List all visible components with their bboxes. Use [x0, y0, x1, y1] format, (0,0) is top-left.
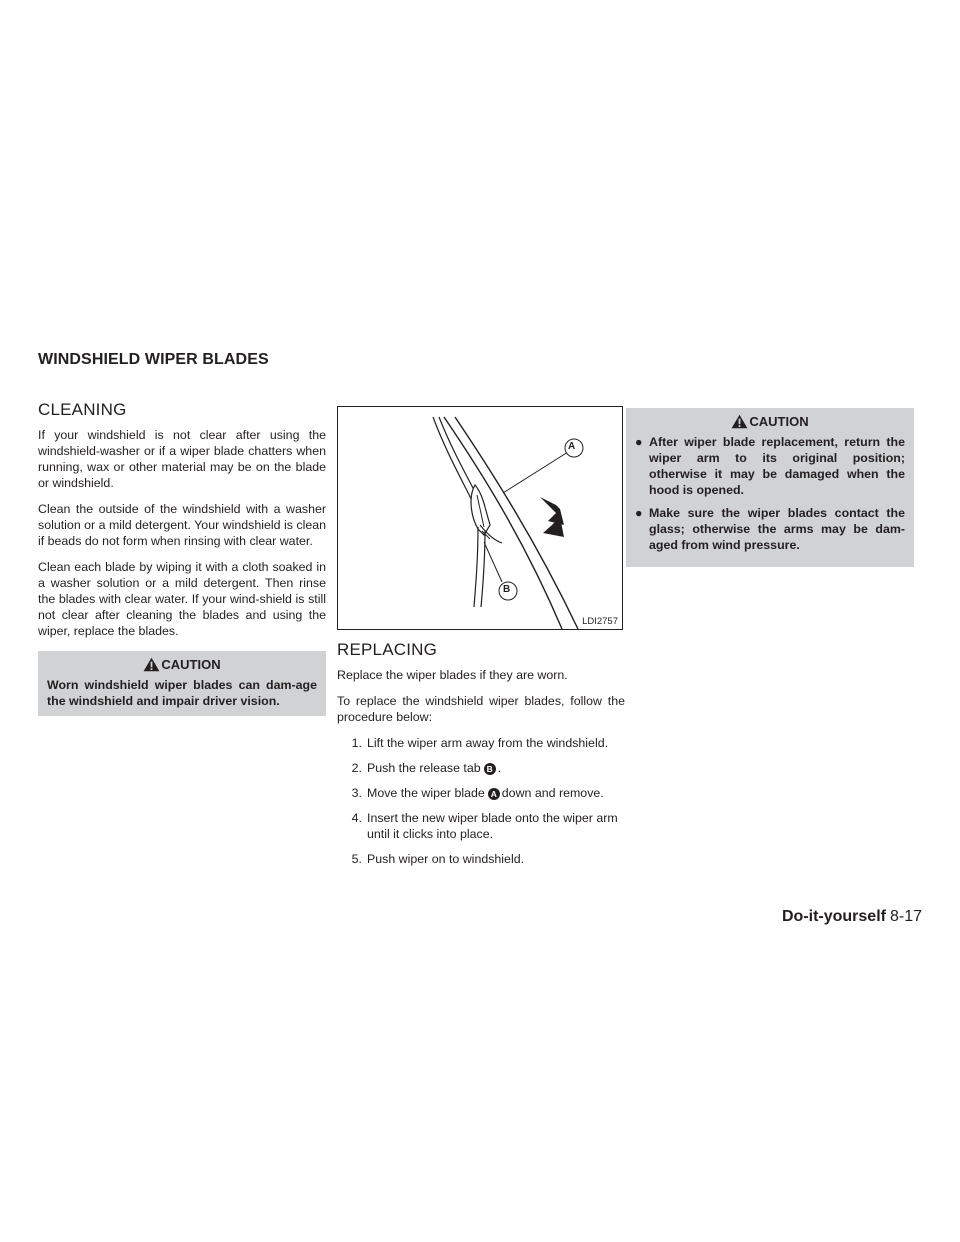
- caution-text: Worn windshield wiper blades can dam-age the windshield and impair driver vision.: [47, 678, 317, 708]
- caution-label: CAUTION: [749, 413, 809, 429]
- callout-a-marker: A: [488, 788, 500, 800]
- caution-item: ● Make sure the wiper blades contact the glass; otherwise the arms may be dam-aged from wind pressure.: [635, 506, 905, 552]
- replacement-steps: [337, 735, 625, 867]
- cleaning-paragraph-3: Clean each blade by wiping it with a cloth soaked in a washer solution or a mild detergent. Then rinse the blades with clear water. If your wind-shield is still not clear after cleaning the blades and using the wiper, replace the blades.: [38, 560, 326, 638]
- caution-header: [47, 655, 317, 673]
- callout-b-label: B: [503, 584, 511, 595]
- bullet-icon: ●: [635, 435, 643, 449]
- warning-icon: [143, 657, 160, 672]
- replacing-heading: REPLACING: [337, 640, 438, 659]
- caution-item: ● After wiper blade replacement, return the wiper arm to its original position; otherwise it may be damaged when the hood is opened.: [635, 435, 905, 497]
- cleaning-heading: CLEANING: [38, 400, 127, 419]
- wiper-blade-drawing: [338, 407, 622, 629]
- caution-header: [635, 412, 905, 430]
- warning-icon: [731, 414, 748, 429]
- column-caution: [626, 406, 914, 567]
- caution-box-cleaning: [38, 651, 326, 716]
- chapter-name: Do-it-yourself: [781, 908, 886, 925]
- step-item: 2. Push the release tab B .: [351, 761, 502, 775]
- page-number: 8-17: [889, 908, 922, 925]
- step-item: 5. Push wiper on to windshield.: [351, 852, 525, 866]
- cleaning-paragraph-2: Clean the outside of the windshield with a washer solution or a mild detergent. Your windshield is clean if beads do not form when rinsing with clear water.: [38, 502, 326, 548]
- bullet-icon: ●: [635, 506, 643, 520]
- caution-box-replacing: [626, 408, 914, 567]
- column-replacing: [337, 406, 625, 876]
- caution-label: CAUTION: [161, 656, 221, 672]
- step-item: 3. Move the wiper blade A down and remove.: [351, 786, 604, 800]
- callout-b-marker: B: [484, 763, 496, 775]
- page-footer: [782, 908, 922, 926]
- replacing-intro-1: Replace the wiper blades if they are worn.: [337, 668, 568, 682]
- step-item: 4. Insert the new wiper blade onto the wiper arm until it clicks into place.: [351, 811, 618, 841]
- figure-code: LDI2757: [582, 616, 618, 627]
- step-item: 1. Lift the wiper arm away from the windshield.: [351, 736, 609, 750]
- callout-a-label: A: [568, 441, 576, 452]
- cleaning-paragraph-1: If your windshield is not clear after using the windshield-washer or if a wiper blade chatters when running, wax or other material may be on the blade or windshield.: [38, 428, 326, 490]
- section-title: WINDSHIELD WIPER BLADES: [38, 351, 269, 368]
- replacing-intro-2: To replace the windshield wiper blades, follow the procedure below:: [337, 694, 625, 724]
- column-cleaning: [38, 400, 326, 716]
- wiper-illustration: [337, 406, 623, 630]
